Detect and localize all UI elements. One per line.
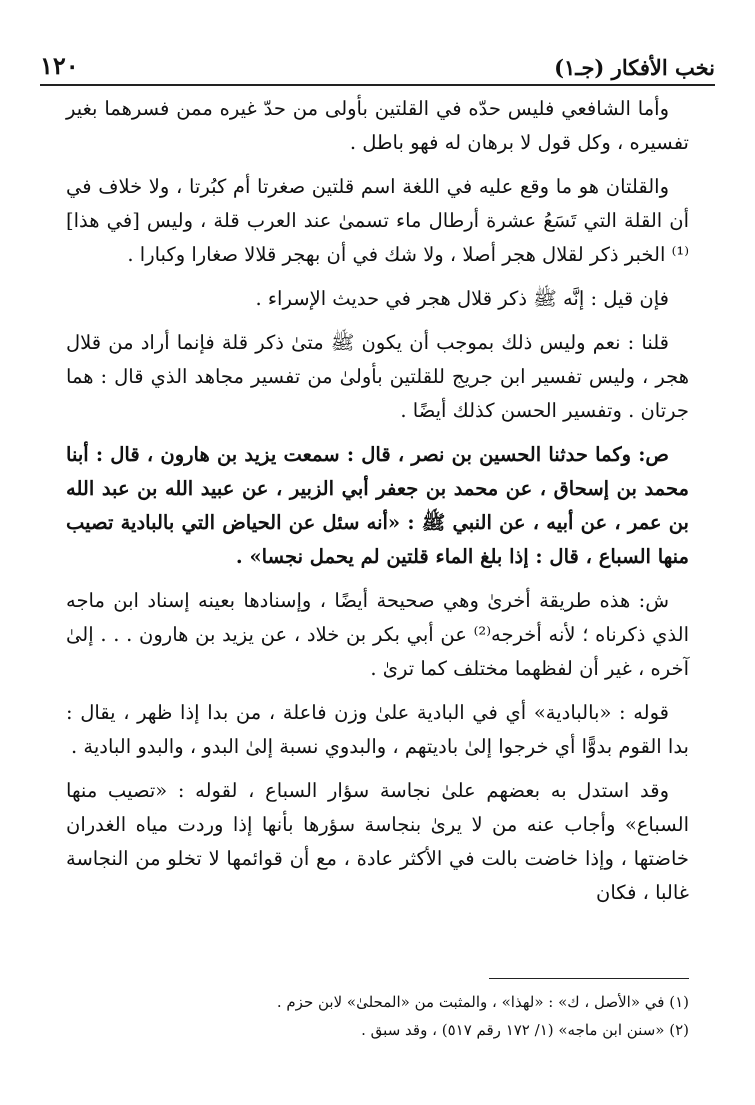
paragraph: قوله : «بالبادية» أي في البادية علىٰ وزن فاعلة ، من بدا إذا ظهر ، يقال : بدا القوم بدوًّا أي خرجوا إلىٰ باديتهم ، والبدوي نسبة إلىٰ البدو ، والبدو البادية . — [66, 701, 689, 758]
running-title: نخب الأفكار (جـ١) — [554, 55, 715, 80]
paragraph: والقلتان هو ما وقع عليه في اللغة اسم قلتين صغرتا أم كبُرتا ، ولا خلاف في أن القلة التي تَسَعُ عشرة أرطال ماء تسمىٰ عند العرب قلة ، وليس [في هذا]⁽¹⁾ الخبر ذكر لقلال هجر أصلا ، ولا شك في أن بهجر قلالا صغارا وكبارا . — [66, 175, 689, 266]
footnote: (٢) «سنن ابن ماجه» (١/ ١٧٢ رقم ٥١٧) ، وقد سبق . — [361, 1021, 689, 1039]
page-header — [40, 44, 715, 86]
footnote: (١) في «الأصل ، ك» : «لهذا» ، والمثبت من «المحلىٰ» لابن حزم . — [276, 993, 689, 1011]
paragraph: فإن قيل : إنَّه ﷺ ذكر قلال هجر في حديث الإسراء . — [255, 287, 669, 310]
footnote-separator — [489, 978, 689, 979]
paragraph: قلنا : نعم وليس ذلك بموجب أن يكون ﷺ متىٰ ذكر قلة فإنما أراد من قلال هجر ، وليس تفسير ابن جريج للقلتين بأولىٰ من تفسير مجاهد الذي قال : هما جرتان . وتفسير الحسن كذلك أيضًا . — [66, 331, 689, 422]
hadith-paragraph: ص: وكما حدثنا الحسين بن نصر ، قال : سمعت يزيد بن هارون ، قال : أبنا محمد بن إسحاق ، عن محمد بن جعفر أبي الزبير ، عن عبيد الله بن عبد الله بن عمر ، عن أبيه ، عن النبي ﷺ : «أنه سئل عن الحياض التي بالبادية تصيب منها السباع ، قال : إذا بلغ الماء قلتين لم يحمل نجسا» . — [66, 443, 689, 568]
page-number: ١٢٠ — [40, 51, 79, 80]
footnotes — [66, 990, 689, 1046]
paragraph: وقد استدل به بعضهم علىٰ نجاسة سؤار السباع ، لقوله : «تصيب منها السباع» وأجاب عنه من لا يرىٰ بنجاسة سؤرها بأنها إذا وردت مياه الغدران خاضتها ، وإذا خاضت بالت في الأكثر عادة ، مع أن قوائمها لا تخلو من النجاسة غالبا ، فكان — [66, 779, 689, 904]
main-text — [66, 92, 689, 920]
commentary-paragraph: ش: هذه طريقة أخرىٰ وهي صحيحة أيضًا ، وإسنادها بعينه إسناد ابن ماجه الذي ذكرناه ؛ لأنه أخرجه⁽²⁾ عن أبي بكر بن خلاد ، عن يزيد بن هارون . . . إلىٰ آخره ، غير أن لفظهما مختلف كما ترىٰ . — [66, 589, 689, 680]
paragraph: وأما الشافعي فليس حدّه في القلتين بأولى من حدّ غيره ممن فسرهما بغير تفسيره ، وكل قول لا برهان له فهو باطل . — [66, 97, 689, 154]
